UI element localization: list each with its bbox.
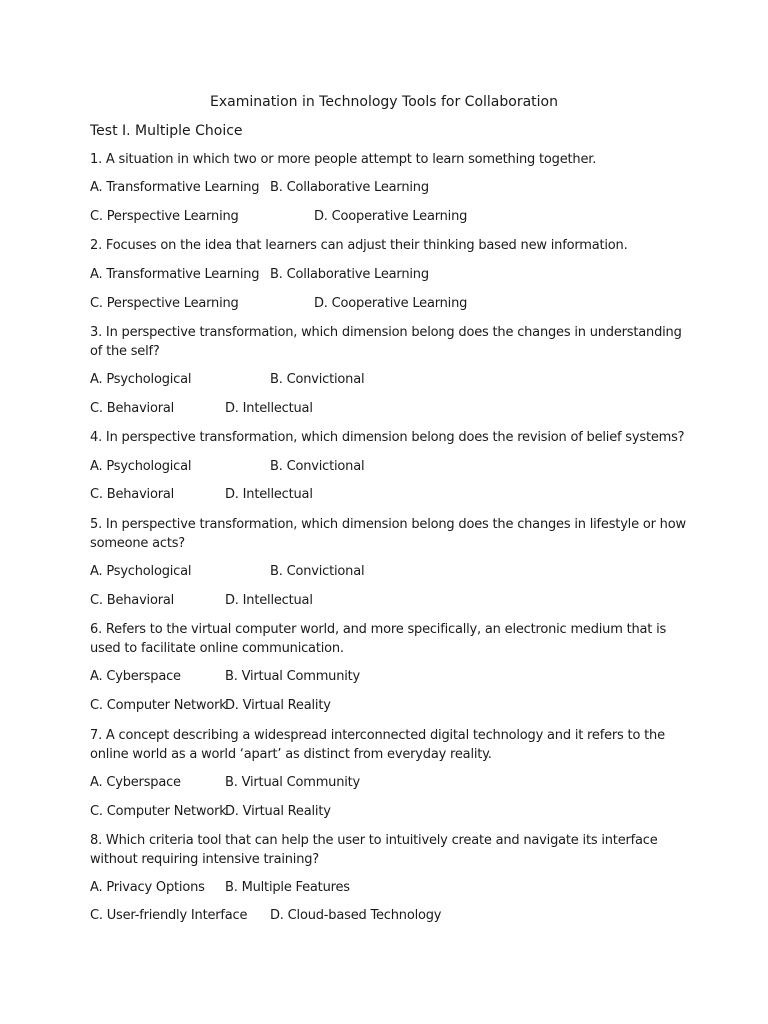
question-1-option-d[interactable]: D. Cooperative Learning xyxy=(314,209,468,224)
question-1-option-b[interactable]: B. Collaborative Learning xyxy=(270,180,429,195)
question-2-option-b[interactable]: B. Collaborative Learning xyxy=(270,267,429,282)
question-8-option-a[interactable]: A. Privacy Options xyxy=(90,880,205,895)
question-1-text: 1. A situation in which two or more people attempt to learn something together. xyxy=(90,152,597,167)
question-8-option-d[interactable]: D. Cloud-based Technology xyxy=(270,908,442,923)
question-5-text: 5. In perspective transformation, which dimension belong does the changes in lifestyle or how someone acts? xyxy=(90,517,686,551)
question-4-option-b[interactable]: B. Convictional xyxy=(270,459,365,474)
exam-title: Examination in Technology Tools for Collaboration xyxy=(210,94,558,110)
section-heading: Test I. Multiple Choice xyxy=(90,123,243,139)
question-2-option-c[interactable]: C. Perspective Learning xyxy=(90,296,239,311)
question-4-text: 4. In perspective transformation, which dimension belong does the revision of belief systems? xyxy=(90,430,685,445)
question-3-option-d[interactable]: D. Intellectual xyxy=(225,401,313,416)
question-5-option-b[interactable]: B. Convictional xyxy=(270,564,365,579)
question-8-text: 8. Which criteria tool that can help the user to intuitively create and navigate its interface without requiring intensive training? xyxy=(90,833,658,867)
question-1-option-c[interactable]: C. Perspective Learning xyxy=(90,209,239,224)
question-5-option-a[interactable]: A. Psychological xyxy=(90,564,192,579)
question-7-option-b[interactable]: B. Virtual Community xyxy=(225,775,361,790)
question-6-option-d[interactable]: D. Virtual Reality xyxy=(225,698,331,713)
question-3-option-c[interactable]: C. Behavioral xyxy=(90,401,175,416)
question-6-option-c[interactable]: C. Computer Network xyxy=(90,698,227,713)
question-6-text: 6. Refers to the virtual computer world, and more specifically, an electronic medium that is used to facilitate online communication. xyxy=(90,622,667,656)
question-4-option-c[interactable]: C. Behavioral xyxy=(90,487,175,502)
question-2-option-d[interactable]: D. Cooperative Learning xyxy=(314,296,468,311)
question-3-option-a[interactable]: A. Psychological xyxy=(90,372,192,387)
question-7-text: 7. A concept describing a widespread interconnected digital technology and it refers to the online world as a world ‘apart’ as distinct from everyday reality. xyxy=(90,728,665,762)
question-6-option-a[interactable]: A. Cyberspace xyxy=(90,669,181,684)
question-6-option-b[interactable]: B. Virtual Community xyxy=(225,669,361,684)
question-7-option-c[interactable]: C. Computer Network xyxy=(90,804,227,819)
question-3-option-b[interactable]: B. Convictional xyxy=(270,372,365,387)
question-8-option-c[interactable]: C. User-friendly Interface xyxy=(90,908,248,923)
question-4-option-d[interactable]: D. Intellectual xyxy=(225,487,313,502)
question-5-option-c[interactable]: C. Behavioral xyxy=(90,593,175,608)
question-2-option-a[interactable]: A. Transformative Learning xyxy=(90,267,260,282)
question-7-option-a[interactable]: A. Cyberspace xyxy=(90,775,181,790)
question-5-option-d[interactable]: D. Intellectual xyxy=(225,593,313,608)
question-8-option-b[interactable]: B. Multiple Features xyxy=(225,880,350,895)
question-1-option-a[interactable]: A. Transformative Learning xyxy=(90,180,260,195)
question-7-option-d[interactable]: D. Virtual Reality xyxy=(225,804,331,819)
question-4-option-a[interactable]: A. Psychological xyxy=(90,459,192,474)
question-2-text: 2. Focuses on the idea that learners can adjust their thinking based new information. xyxy=(90,238,628,253)
question-3-text: 3. In perspective transformation, which dimension belong does the changes in understanding of the self? xyxy=(90,325,682,359)
